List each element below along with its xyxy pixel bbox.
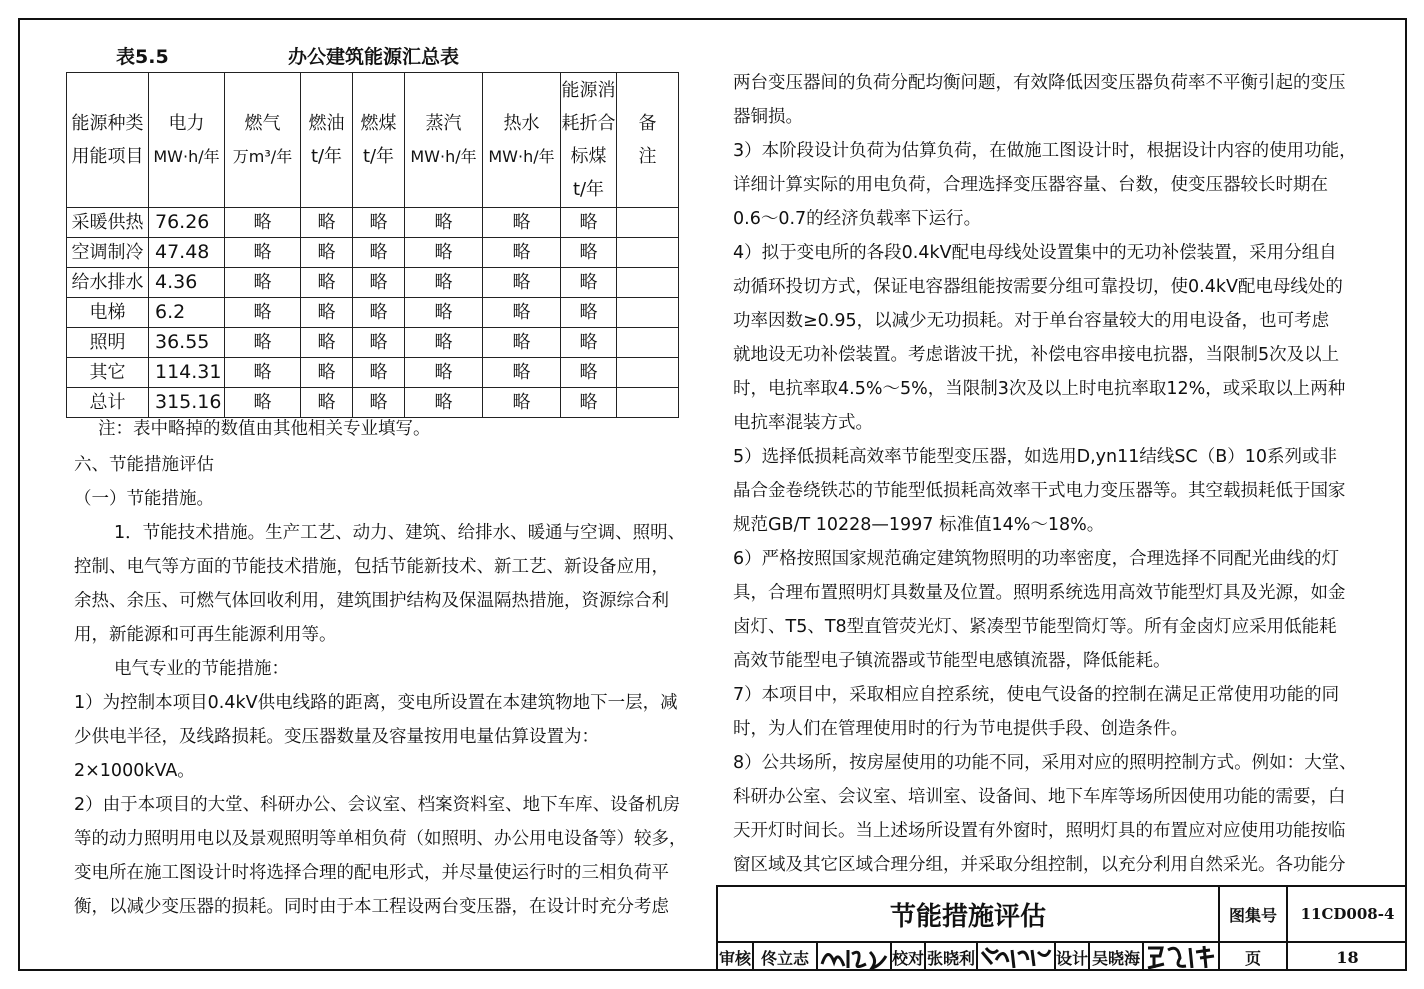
- body-line: 时，电抗率取4.5%～5%，当限制3次及以上时电抗率取12%，或采取以上两种: [733, 379, 1346, 399]
- row-cell: 略: [301, 298, 353, 328]
- row-cell: 略: [353, 268, 405, 298]
- row-cell: 略: [561, 358, 617, 388]
- row-item: 总计: [67, 388, 149, 418]
- row-cell: 略: [225, 208, 301, 238]
- body-line: 1．节能技术措施。生产工艺、动力、建筑、给排水、暖通与空调、照明、: [114, 523, 686, 543]
- body-line: 电气专业的节能措施：: [114, 659, 289, 679]
- energy-summary-table: [66, 72, 679, 418]
- row-cell: 略: [405, 268, 483, 298]
- row-electric: 315.16: [149, 388, 225, 418]
- header-text: 耗折合: [561, 113, 616, 134]
- row-cell: 略: [301, 268, 353, 298]
- header-unit: t/年: [362, 146, 395, 167]
- header-steam: [405, 73, 483, 208]
- row-cell: 略: [483, 238, 561, 268]
- table-row: [67, 328, 679, 358]
- row-item: 空调制冷: [67, 238, 149, 268]
- row-cell: 略: [301, 358, 353, 388]
- row-cell: 略: [301, 238, 353, 268]
- body-line: 控制、电气等方面的节能技术措施，包括节能新技术、新工艺、新设备应用，: [74, 557, 669, 577]
- body-line: 5）选择低损耗高效率节能型变压器，如选用D,yn11结线SC（B）10系列或非: [733, 447, 1337, 467]
- row-remark: [617, 328, 679, 358]
- checker-signature: [978, 942, 1054, 972]
- row-cell: 略: [483, 328, 561, 358]
- body-line: 8）公共场所，按房屋使用的功能不同，采用对应的照明控制方式。例如：大堂、: [733, 753, 1357, 773]
- table-row: [67, 298, 679, 328]
- row-cell: 略: [301, 328, 353, 358]
- row-cell: 略: [483, 298, 561, 328]
- reviewer-signature: [818, 942, 890, 972]
- row-cell: 略: [483, 358, 561, 388]
- body-line: 器铜损。: [733, 107, 803, 127]
- table-caption: [116, 42, 459, 69]
- page-label: 页: [1244, 948, 1261, 968]
- row-remark: [617, 298, 679, 328]
- body-line: 3）本阶段设计负荷为估算负荷，在做施工图设计时，根据设计内容的使用功能，: [733, 141, 1357, 161]
- row-cell: 略: [405, 298, 483, 328]
- row-cell: 略: [225, 238, 301, 268]
- designer-signature: [1144, 942, 1218, 972]
- header-gas: [225, 73, 301, 208]
- row-cell: 略: [225, 298, 301, 328]
- body-line: 功率因数≥0.95，以减少无功损耗。对于单台容量较大的用电设备，也可考虑: [733, 311, 1330, 331]
- row-remark: [617, 358, 679, 388]
- row-item: 电梯: [67, 298, 149, 328]
- header-text: 能源种类: [71, 113, 144, 134]
- body-line: 等的动力照明用电以及景观照明等单相负荷（如照明、办公用电设备等）较多，: [74, 829, 687, 849]
- body-line: 就地设无功补偿装置。考虑谐波干扰，补偿电容串接电抗器，当限制5次及以上: [733, 345, 1340, 365]
- table-row: [67, 268, 679, 298]
- table-number: 表5.5: [116, 46, 169, 68]
- header-category: [67, 73, 149, 208]
- row-cell: 略: [405, 358, 483, 388]
- body-line: 规范GB/T 10228—1997 标准值14%～18%。: [733, 515, 1105, 535]
- body-line: 电抗率混装方式。: [733, 413, 873, 433]
- row-cell: 略: [561, 268, 617, 298]
- row-item: 其它: [67, 358, 149, 388]
- table-row: [67, 238, 679, 268]
- row-cell: 略: [561, 388, 617, 418]
- table-row: [67, 358, 679, 388]
- body-line: 6）严格按照国家规范确定建筑物照明的功率密度，合理选择不同配光曲线的灯: [733, 549, 1340, 569]
- body-line: 科研办公室、会议室、培训室、设备间、地下车库等场所因使用功能的需要，白: [733, 787, 1346, 807]
- header-text: 备: [638, 113, 657, 134]
- body-line: 用，新能源和可再生能源利用等。: [74, 625, 337, 645]
- header-text: 能源消: [561, 80, 616, 101]
- row-cell: 略: [301, 388, 353, 418]
- header-text: 燃油: [308, 113, 345, 134]
- body-line: 少供电半径，及线路损耗。变压器数量及容量按用电量估算设置为：: [74, 727, 599, 747]
- header-unit: MW·h/年: [488, 147, 555, 166]
- row-electric: 4.36: [149, 268, 225, 298]
- row-remark: [617, 388, 679, 418]
- row-electric: 114.31: [149, 358, 225, 388]
- header-remark: [617, 73, 679, 208]
- header-unit: MW·h/年: [153, 147, 220, 166]
- row-cell: 略: [225, 388, 301, 418]
- body-line: 两台变压器间的负荷分配均衡问题，有效降低因变压器负荷率不平衡引起的变压: [733, 73, 1346, 93]
- table-row: [67, 208, 679, 238]
- row-item: 采暖供热: [67, 208, 149, 238]
- header-unit: t/年: [310, 146, 343, 167]
- header-text: 用能项目: [71, 146, 144, 167]
- body-line: 0.6～0.7的经济负载率下运行。: [733, 209, 982, 229]
- row-cell: 略: [353, 208, 405, 238]
- header-unit: MW·h/年: [410, 147, 477, 166]
- body-line: 高效节能型电子镇流器或节能型电感镇流器，降低能耗。: [733, 651, 1171, 671]
- body-line: 7）本项目中，采取相应自控系统，使电气设备的控制在满足正常使用功能的同: [733, 685, 1340, 705]
- table-title: 办公建筑能源汇总表: [288, 46, 460, 68]
- table-header-row: [67, 73, 679, 208]
- header-coal: [353, 73, 405, 208]
- row-cell: 略: [353, 328, 405, 358]
- checker-name: 张晓利: [926, 948, 975, 968]
- row-cell: 略: [561, 238, 617, 268]
- row-cell: 略: [353, 238, 405, 268]
- check-label: 校对: [892, 948, 925, 968]
- row-cell: 略: [225, 328, 301, 358]
- row-cell: 略: [353, 358, 405, 388]
- header-unit: t/年: [572, 179, 605, 200]
- header-oil: [301, 73, 353, 208]
- row-electric: 6.2: [149, 298, 225, 328]
- row-cell: 略: [405, 388, 483, 418]
- row-cell: 略: [561, 208, 617, 238]
- body-line: 衡，以减少变压器的损耗。同时由于本工程设两台变压器，在设计时充分考虑: [74, 897, 669, 917]
- header-electric: [149, 73, 225, 208]
- body-line: 时，为人们在管理使用时的行为节电提供手段、创造条件。: [733, 719, 1188, 739]
- design-label: 设计: [1056, 948, 1089, 968]
- row-cell: 略: [483, 388, 561, 418]
- row-cell: 略: [353, 388, 405, 418]
- body-line: 详细计算实际的用电负荷，合理选择变压器容量、台数，使变压器较长时期在: [733, 175, 1328, 195]
- header-text: 电力: [168, 113, 205, 134]
- header-text: 燃煤: [360, 113, 397, 134]
- body-line: 1）为控制本项目0.4kV供电线路的距离，变电所设置在本建筑物地下一层，减: [74, 693, 678, 713]
- header-text: 燃气: [244, 113, 281, 134]
- row-cell: 略: [353, 298, 405, 328]
- row-remark: [617, 238, 679, 268]
- body-line: 具，合理布置照明灯具数量及位置。照明系统选用高效节能型灯具及光源，如金: [733, 583, 1346, 603]
- body-line: 余热、余压、可燃气体回收利用，建筑围护结构及保温隔热措施，资源综合利: [74, 591, 669, 611]
- row-cell: 略: [483, 208, 561, 238]
- atlas-number: 11CD008-4: [1300, 905, 1395, 923]
- row-cell: 略: [561, 328, 617, 358]
- header-text: 注: [638, 146, 657, 167]
- header-text: 标煤: [570, 146, 607, 167]
- subsection-heading: （一）节能措施。: [74, 489, 214, 509]
- row-cell: 略: [405, 238, 483, 268]
- page-number: 18: [1336, 947, 1359, 967]
- row-item: 照明: [67, 328, 149, 358]
- row-cell: 略: [225, 268, 301, 298]
- body-line: 晶合金卷绕铁芯的节能型低损耗高效率干式电力变压器等。其空载损耗低于国家: [733, 481, 1346, 501]
- atlas-number-label: 图集号: [1228, 905, 1277, 925]
- body-line: 2×1000kVA。: [74, 761, 195, 781]
- row-cell: 略: [225, 358, 301, 388]
- body-line: 卤灯、T5、T8型直管荧光灯、紧凑型节能型筒灯等。所有金卤灯应采用低能耗: [733, 617, 1337, 637]
- title-block: [716, 885, 1407, 971]
- body-line: 变电所在施工图设计时将选择合理的配电形式，并尽量使运行时的三相负荷平: [74, 863, 669, 883]
- header-unit: 万m³/年: [232, 147, 293, 166]
- body-line: 2）由于本项目的大堂、科研办公、会议室、档案资料室、地下车库、设备机房: [74, 795, 681, 815]
- header-text: 蒸汽: [425, 113, 462, 134]
- row-cell: 略: [301, 208, 353, 238]
- review-label: 审核: [718, 948, 751, 968]
- header-text: 热水: [503, 113, 540, 134]
- row-cell: 略: [405, 208, 483, 238]
- section-heading: 六、节能措施评估: [74, 455, 214, 475]
- header-standard-coal: [561, 73, 617, 208]
- reviewer-name: 佟立志: [760, 948, 809, 968]
- body-line: 4）拟于变电所的各段0.4kV配电母线处设置集中的无功补偿装置，采用分组自: [733, 243, 1337, 263]
- row-electric: 76.26: [149, 208, 225, 238]
- table-note: 注：表中略掉的数值由其他相关专业填写。: [98, 419, 431, 439]
- header-hotwater: [483, 73, 561, 208]
- designer-name: 吴晓海: [1091, 948, 1140, 968]
- row-cell: 略: [483, 268, 561, 298]
- sheet-title: 节能措施评估: [889, 901, 1046, 932]
- row-electric: 36.55: [149, 328, 225, 358]
- row-electric: 47.48: [149, 238, 225, 268]
- body-line: 天开灯时间长。当上述场所设置有外窗时，照明灯具的布置应对应使用功能按临: [733, 821, 1346, 841]
- body-line: 窗区域及其它区域合理分组，并采取分组控制，以充分利用自然采光。各功能分: [733, 855, 1346, 875]
- row-cell: 略: [561, 298, 617, 328]
- row-cell: 略: [405, 328, 483, 358]
- row-remark: [617, 208, 679, 238]
- row-item: 给水排水: [67, 268, 149, 298]
- body-line: 动循环投切方式，保证电容器组能按需要分组可靠投切，使0.4kV配电母线处的: [733, 277, 1343, 297]
- row-remark: [617, 268, 679, 298]
